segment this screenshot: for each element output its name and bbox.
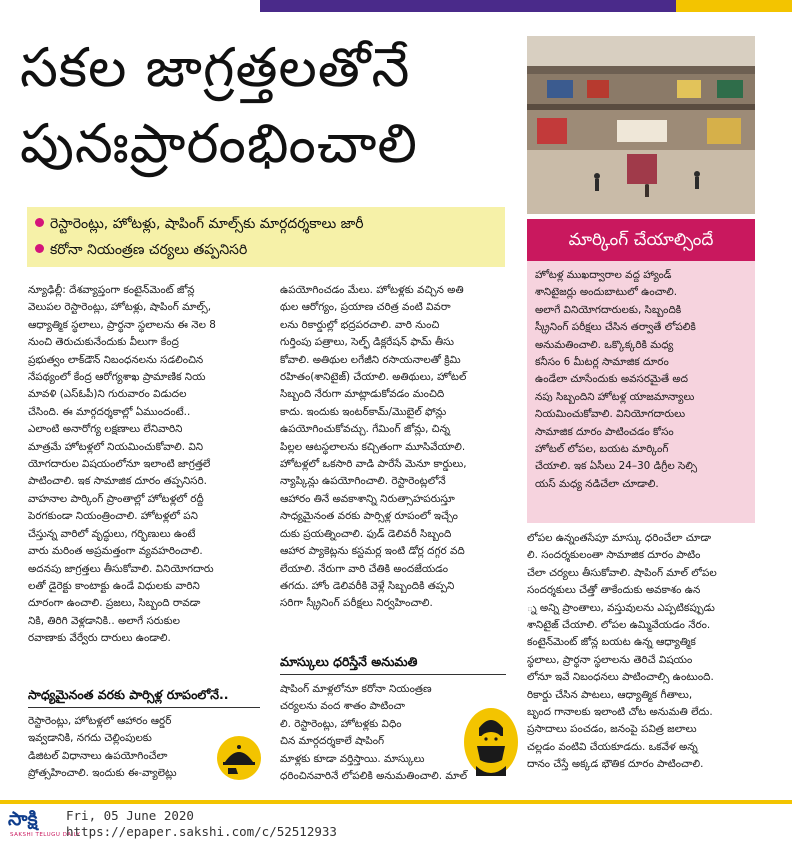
- highlight-item: రెస్టారెంట్లు, హోటళ్లు, షాపింగ్ మాల్స్‌కు మార్గదర్శకాలు జారీ: [35, 211, 497, 237]
- top-yellow-strip: [676, 0, 792, 12]
- waiter-cloche-icon: [216, 730, 262, 786]
- mall-photo: [527, 36, 755, 214]
- bullet-icon: [35, 244, 44, 253]
- footer-date: Fri, 05 June 2020: [66, 808, 194, 823]
- article-column-1b: రెస్టారెంట్లు, హోటళ్లలో ఆహారం ఆర్డర్ ఇవ్వడానికి, నగదు చెల్లింపులకు డిజిటల్ విధానాలు ఉపయోగించేలా ప్రోత్సహించాలి. ఇందుకు ఈ-వ్యాలెట్లు: [28, 715, 177, 780]
- article-column-2b: షాపింగ్ మాళ్లలోనూ కరోనా నియంత్రణ చర్యలను వంద శాతం పాటించా లి. రెస్టారెంట్లు, హోటళ్లకు విధిం చిన మార్గదర్శకాలే షాపింగ్ మాళ్లకు కూడా వర్తిస్తాయి. మాస్కులు ధరించినవారినే లోపలికి అనుమతించాలి. మాల్: [280, 683, 468, 783]
- highlights-box: [27, 207, 505, 267]
- side-box-text: హోటళ్ల ముఖద్వారాల వద్ద హ్యాండ్ శానిటైజర్లు అందుబాటులో ఉంచాలి. అలాగే వినియోగదారులకు, సిబ్బందికి స్క్రీనింగ్ పరీక్షలు చేసిన తర్వాతే లోపలికి అనుమతించాలి. ఒక్కొక్కరికి మధ్య కనీసం 6 మీటర్ల సామాజిక దూరం ఉండేలా చూసేందుకు అవసరమైతే అద నపు సిబ్బందిని హోటళ్ల యాజమాన్యాలు నియమించుకోవాలి. వినియోగదారులు సామాజిక దూరం పాటించడం కోసం హోటల్ లోపల, బయట మార్కింగ్ చేయాలి. ఇక ఏసీలు 24–30 డిగ్రీల సెల్సి యస్ మధ్య నడిచేలా చూడాలి.: [535, 269, 698, 490]
- footer-yellow-rule: [0, 800, 792, 804]
- footer-bar: [0, 800, 792, 845]
- sakshi-logo: సాక్షి SAKSHI TELUGU DAILY: [6, 808, 62, 842]
- bullet-icon: [35, 218, 44, 227]
- subheading-rule: [280, 674, 506, 675]
- article-column-1: న్యూఢిల్లీ: దేశవ్యాప్తంగా కంటైన్‌మెంట్ జోన్ల వెలుపల రెస్టారెంట్లు, హోటళ్లు, షాపింగ్ మాల్స్, ఆధ్యాత్మిక స్థలాలు, ప్రార్థనా స్థలాలను ఈ నెల 8 నుంచి తెరుచుకునేందుకు వీలుగా కేంద్ర ప్రభుత్వం లాక్‌డౌన్ నిబంధనలను సడలించిన నేపథ్యంలో కేంద్ర ఆరోగ్యశాఖ ప్రామాణిక నియ మావళి (ఎస్‌ఓపీ)ని గురువారం విడుదల చేసింది. ఈ మార్గదర్శకాల్లో ఏముందంటే.. ఎలాంటి అనారోగ్య లక్షణాలు లేనివారిని మాత్రమే హోటళ్లలో నియమించుకోవాలి. విని యోగదారుల విషయంలోనూ ఇలాంటి జాగ్రత్తలే పాటించాలి. ఇక సామాజిక దూరం తప్పనిసరి. వాహనాల పార్కింగ్ ప్రాంతాల్లో హోటళ్లలో రద్దీ పెరగకుండా నియంత్రించాలి. హోటళ్లలో పని చేస్తున్న వారిలో వృద్ధులు, గర్భిణులు ఉంటే వారు మరింత అప్రమత్తంగా వ్యవహరించాలి. అదనపు జాగ్రత్తలు తీసుకోవాలి. వినియోగదారు లతో డైరెక్టు కాంటాక్టు ఉండే విధులకు వారిని దూరంగా ఉంచాలి. ప్రజలు, సిబ్బంది రావడా నికి, తిరిగి వెళ్లడానికి.. అలాగే సరుకుల రవాణాకు వేర్వేరు దారులు ఉండాలి.: [28, 284, 216, 645]
- headline-line-1: సకల జాగ్రత్తలతోనే: [20, 36, 411, 99]
- side-box-heading: మార్కింగ్ చేయాల్సిందే: [527, 219, 755, 261]
- highlight-item: కరోనా నియంత్రణ చర్యలు తప్పనిసరి: [35, 237, 497, 263]
- footer-url[interactable]: https://epaper.sakshi.com/c/52512933: [66, 824, 337, 839]
- headline-line-2: పునఃప్రారంభించాలి: [20, 112, 419, 175]
- subheading-masks: మాస్కులు ధరిస్తేనే అనుమతి: [280, 654, 418, 669]
- top-purple-strip: [260, 0, 680, 12]
- subheading-parcels: సాధ్యమైనంత వరకు పార్సిళ్ల రూపంలోనే..: [28, 687, 229, 702]
- top-color-band: [0, 0, 792, 14]
- subheading-rule: [28, 707, 260, 708]
- article-column-2: ఉపయోగించడం మేలు. హోటళ్లకు వచ్చిన అతి థుల ఆరోగ్యం, ప్రయాణ చరిత్ర వంటి వివరా లను రికార్డుల్లో భద్రపరచాలి. వారి నుంచి గుర్తింపు పత్రాలు, సెల్ఫ్ డిక్లరేషన్ ఫామ్ తీసు కోవాలి. అతిథుల లగేజీని రసాయనాలతో క్రిమి రహితం(శానిటైజ్) చేయాలి. అతిథులు, హోటల్ సిబ్బంది నేరుగా మాట్లాడుకోవడం మంచిది కాదు. ఇందుకు ఇంటర్‌కామ్/మొబైల్ ఫోన్లు ఉపయోగించుకోవచ్చు. గేమింగ్ జోన్లు, చిన్న పిల్లల ఆటస్థలాలను కచ్చితంగా మూసివేయాలి. హోటళ్లలో ఒకసారి వాడి పారేసే మెనూ కార్డులు, న్యాప్కిన్లు ఉపయోగించాలి. రెస్టారెంట్లలోనే ఆహారం తినే అవకాశాన్ని నిరుత్సాహపరుస్తూ సాధ్యమైనంత వరకు పార్సిళ్ల రూపంలో ఇచ్చేం దుకు ప్రయత్నించాలి. ఫుడ్ డెలివరీ సిబ్బంది ఆహార ప్యాకెట్లను కస్టమర్ల ఇంటి డోర్ల దగ్గర వది లేయాలి. నేరుగా వారి చేతికి అందజేయడం తగదు. హోం డెలివరీకి వెళ్లే సిబ్బందికి తప్పని సరిగా స్క్రీనింగ్ పరీక్షలు నిర్వహించాలి.: [280, 284, 467, 610]
- face-mask-icon: [462, 706, 520, 780]
- article-column-4: లోపల ఉన్నంతసేపూ మాస్కు ధరించేలా చూడా లి. సందర్శకులంతా సామాజిక దూరం పాటిం చేలా చర్యలు తీసుకోవాలి. షాపింగ్ మాల్ లోపల సందర్శకులు చేత్తో తాకేందుకు అవకాశం ఉన ్న అన్ని ప్రాంతాలు, వస్తువులను ఎప్పటికప్పుడు శానిటైజ్ చేయాలి. లోపల ఉమ్మివేయడం నేరం. కంటైన్‌మెంట్ జోన్ల బయట ఉన్న ఆధ్యాత్మిక స్థలాలు, ప్రార్థనా స్థలాలను తెరిచే విషయం లోనూ ఇవే నిబంధనలు పాటించాల్సి ఉంటుంది. రికార్డు చేసిన పాటలు, ఆధ్యాత్మిక గీతాలు, బృంద గానాలకు ఇలాంటి చోట అనుమతి లేదు. ప్రసాదాలు పంచడం, జనంపై పవిత్ర జలాలు చల్లడం వంటివి చేయకూడదు. ఒకవేళ అన్న దానం చేస్తే అక్కడ భౌతిక దూరం పాటించాలి.: [527, 532, 717, 771]
